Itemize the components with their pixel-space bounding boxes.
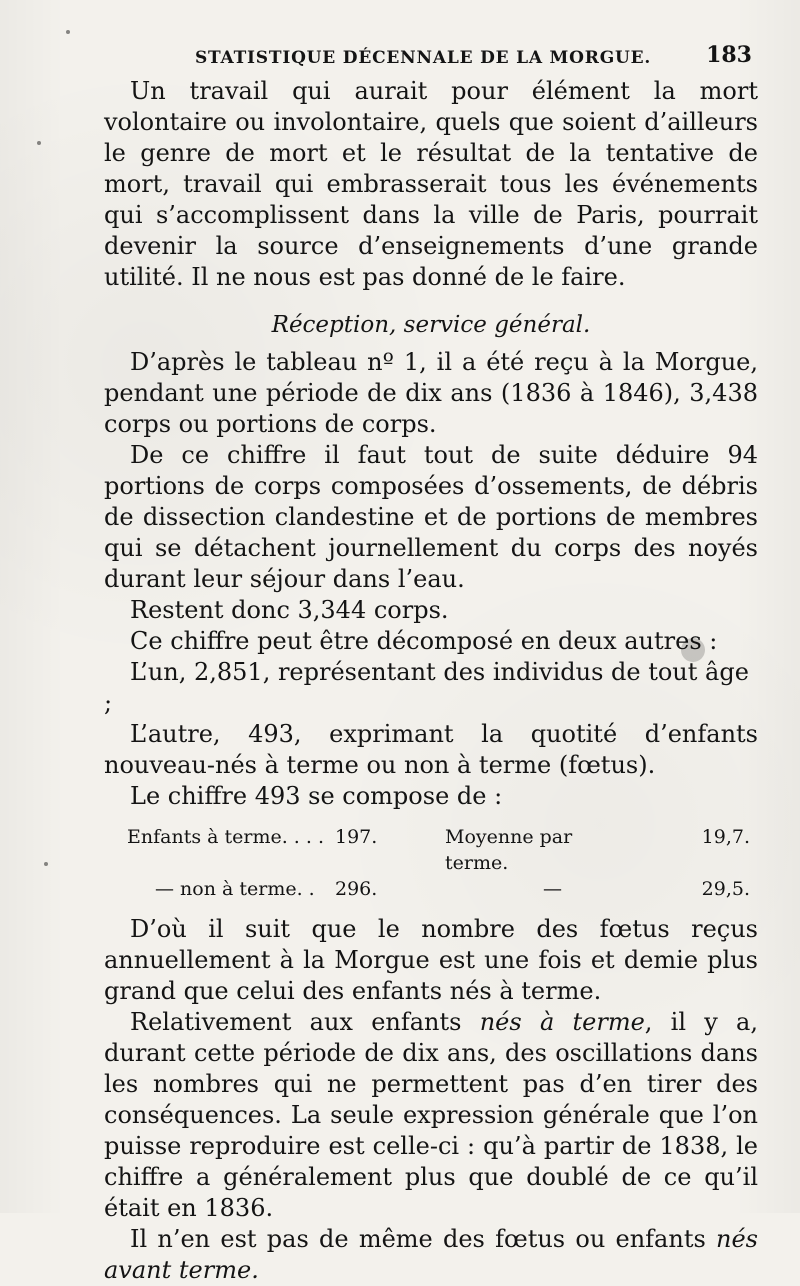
table-row-value: 197. <box>335 826 378 848</box>
paragraph-11 <box>104 1224 758 1286</box>
table-row-mean-label: Moyenne par terme. <box>445 826 573 874</box>
composition-table <box>127 824 758 902</box>
table-row-mid-dash: — <box>543 878 562 900</box>
margin-dot <box>44 862 48 866</box>
paragraph-1: Un travail qui aurait pour élément la mort volontaire ou involontaire, quels que soient d’ailleurs le genre de mort et le résultat de la tentative de mort, travail qui embrasserait tous les événements qui s’accomplissent dans la ville de Paris, pourrait devenir la source d’enseignements d’une grande utilité. Il ne nous est pas donné de le faire. <box>104 77 758 291</box>
running-title: STATISTIQUE DÉCENNALE DE LA MORGUE. <box>194 48 652 68</box>
table-row-value: 296. <box>335 878 378 900</box>
section-heading: Réception, service général. <box>271 312 591 338</box>
paragraph-11-prefix: Il n’en est pas de même des fœtus ou enfants <box>130 1225 717 1253</box>
paragraph-5: Ce chiffre peut être décomposé en deux autres : <box>130 627 718 655</box>
table-row-label <box>127 876 335 902</box>
paragraph-8: Le chiffre 493 se compose de : <box>130 782 503 810</box>
paragraph-2: D’après le tableau nº 1, il a été reçu à la Morgue, pendant une période de dix ans (1836 à 1846), 3,438 corps ou portions de corps. <box>104 348 758 438</box>
margin-dot <box>66 30 70 34</box>
table-row-label: Enfants à terme. . . . <box>127 826 324 848</box>
table-row <box>127 824 758 876</box>
paragraph-7: L’autre, 493, exprimant la quotité d’enfants nouveau-nés à terme ou non à terme (fœtus). <box>104 720 758 779</box>
paragraph-9: D’où il suit que le nombre des fœtus reçus annuellement à la Morgue est une fois et demie plus grand que celui des enfants nés à terme. <box>104 915 758 1005</box>
margin-dot <box>37 141 41 145</box>
running-head <box>104 38 758 68</box>
paragraph-4: Restent donc 3,344 corps. <box>130 596 449 624</box>
page-number: 183 <box>706 42 752 68</box>
paragraph-10-suffix: , il y a, durant cette période de dix ans, des oscillations dans les nombres qui ne permettent pas d’en tirer des conséquences. La seule expression générale que l’on puisse reproduire est celle-ci : qu’à partir de 1838, le chiffre a généralement plus que doublé de ce qu’il était en 1836. <box>104 1008 758 1222</box>
paragraph-10-italic: nés à terme <box>479 1008 645 1036</box>
table-row-mean-value: 19,7. <box>701 826 750 848</box>
paragraph-10-prefix: Relativement aux enfants <box>130 1008 480 1036</box>
paragraph-10 <box>104 1007 758 1224</box>
table-row <box>127 876 758 902</box>
paragraph-3: De ce chiffre il faut tout de suite déduire 94 portions de corps composées d’ossements, de débris de dissection clandestine et de portions de membres qui se détachent journellement du corps des noyés durant leur séjour dans l’eau. <box>104 441 758 593</box>
paragraph-6: L’un, 2,851, représentant des individus de tout âge ; <box>104 658 749 717</box>
table-row-mean-value: 29,5. <box>701 878 750 900</box>
paragraph-11-italic: nés avant terme. <box>104 1225 758 1284</box>
table-row-label-text: non à terme. . <box>180 878 315 900</box>
table-row-dash: — <box>155 878 174 900</box>
